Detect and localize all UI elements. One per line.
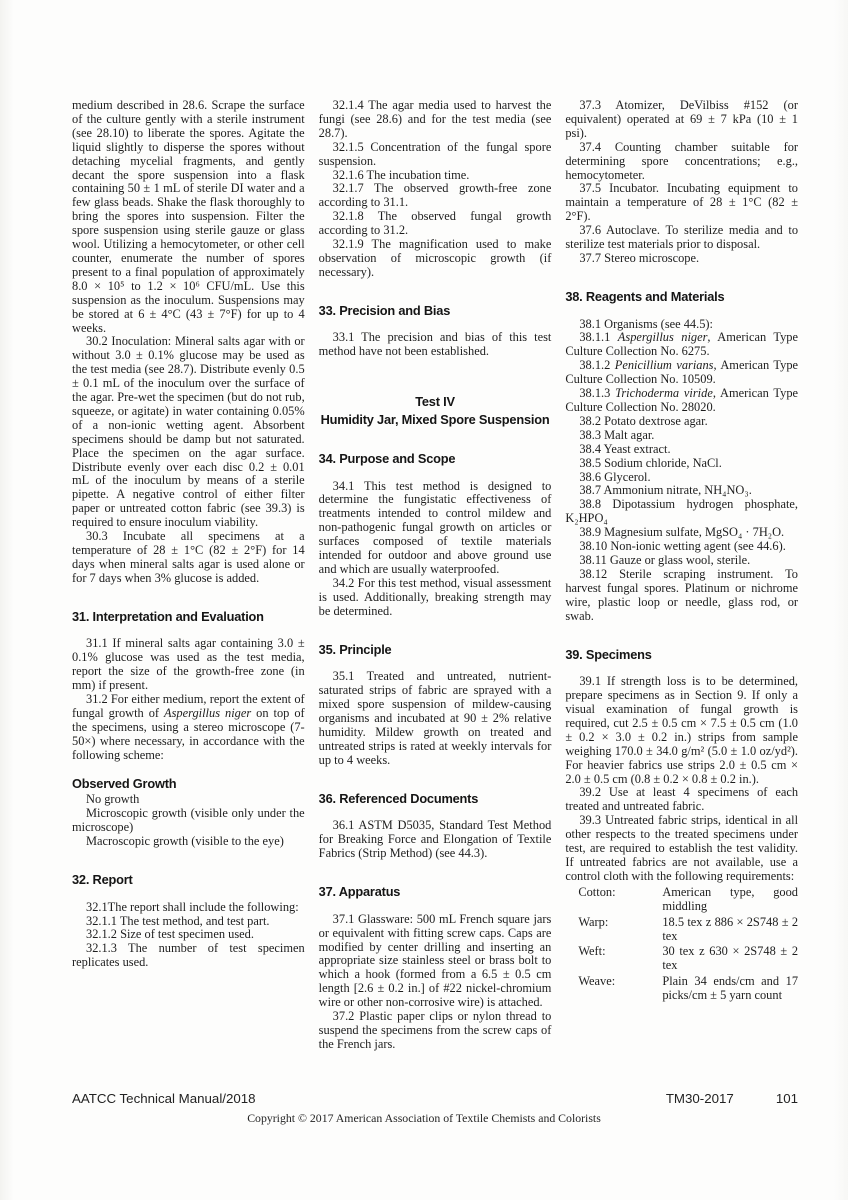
section-heading: 36. Referenced Documents <box>318 790 479 806</box>
paragraph: 37.6 Autoclave. To sterilize media and to sterilize test materials prior to disposal. <box>565 223 799 252</box>
running-footer <box>72 1091 798 1107</box>
paragraph: 32.1.2 Size of test specimen used. <box>86 927 254 942</box>
paragraph: 32.1.1 The test method, and test part. <box>86 913 270 928</box>
paragraph: 32.1.7 The observed growth-free zone according to 31.1. <box>318 181 552 210</box>
section-heading: 37. Apparatus <box>318 884 401 900</box>
paragraph: 37.7 Stereo microscope. <box>579 250 700 265</box>
requirement-row <box>565 916 798 944</box>
footer-doc-id: TM30-2017 <box>665 1091 734 1106</box>
paragraph: 38.3 Malt agar. <box>579 427 655 442</box>
paragraph: 38.2 Potato dextrose agar. <box>579 413 708 428</box>
requirement-term: Weft: <box>578 944 606 959</box>
paragraph: 32.1.4 The agar media used to harvest the fungi (see 28.6) and for the test media (see 28.7). <box>318 98 552 140</box>
paragraph: 38.1.2 Penicillium varians, American Type Culture Collection No. 10509. <box>565 358 799 387</box>
paragraph: 38.4 Yeast extract. <box>579 441 671 456</box>
paragraph: 32.1.6 The incubation time. <box>332 167 470 182</box>
paragraph: 37.5 Incubator. Incubating equipment to maintain a temperature of 28 ± 1°C (82 ± 2°F). <box>565 181 799 224</box>
requirement-row <box>565 975 798 1003</box>
paragraph: 39.1 If strength loss is to be determined, prepare specimens as in Section 9. If only a visual examination of fungal growth is required, cut 2.5 ± 0.5 cm × 7.5 ± 0.5 cm (1.0 ± 0.2 × 3.0 ± 0.2 in.) strips from sample weighing 170.0 ± 34.0 g/m² (5.0 ± 1.0 oz/yd²). For heavier fabrics use strips 2.0 ± 0.5 cm × 2.0 ± 0.5 cm (0.8 ± 0.2 × 0.8 ± 0.2 in.). <box>565 674 799 786</box>
section-heading: 33. Precision and Bias <box>318 302 451 318</box>
section-heading: 39. Specimens <box>565 646 652 662</box>
paragraph: 35.1 Treated and untreated, nutrient-saturated strips of fabric are sprayed with a mixed spore suspension of mildew-causing organisms and incubated at 90 ± 2% relative humidity. Mildew growth on treated and untreated strips is rated at weekly intervals for up to 4 weeks. <box>318 669 552 767</box>
requirement-value: 18.5 tex z 886 × 2S748 ± 2 tex <box>662 914 799 943</box>
section-heading: 32. Report <box>72 871 133 887</box>
paragraph: 37.2 Plastic paper clips or nylon thread to suspend the specimens from the screw caps of the French jars. <box>318 1009 552 1051</box>
paragraph: 33.1 The precision and bias of this test method have not been established. <box>318 330 552 359</box>
paragraph: medium described in 28.6. Scrape the surface of the culture gently with a sterile instrument (see 28.10) to liberate the spores. Agitate the liquid slightly to disperse the spores without detaching mycelial fragments, and gently decant the spore suspension into a flask containing 50 ± 1 mL of sterile DI water and a few glass beads. Shake the flask thoroughly to bring the spores into suspension. Filter the spore suspension using sterile gauze or glass wool. Utilizing a hemocytometer, or other cell counter, enumerate the number of spores present to a final population of approximately 8.0 × 10⁵ to 1.2 × 10⁶ CFU/mL. Use this suspension as the inoculum. Suspensions may be stored at 6 ± 4°C (43 ± 7°F) for up to 4 weeks. <box>72 98 305 335</box>
test-heading-line: Humidity Jar, Mixed Spore Suspension <box>320 411 550 427</box>
footer-page-number: 101 <box>775 1091 798 1106</box>
paragraph: 32.1.8 The observed fungal growth according to 31.2. <box>318 209 552 238</box>
test-heading-line: Test IV <box>415 394 455 410</box>
paragraph: 37.3 Atomizer, DeVilbiss #152 (or equivalent) operated at 69 ± 7 kPa (10 ± 1 psi). <box>565 98 799 140</box>
column-right <box>565 99 798 1052</box>
paragraph: 38.12 Sterile scraping instrument. To harvest fungal spores. Platinum or nichrome wire, plastic loop or needle, glass rod, or swab. <box>565 566 799 623</box>
page-body <box>72 99 798 1052</box>
section-heading: 35. Principle <box>318 641 392 657</box>
column-left <box>72 99 305 1052</box>
paragraph: 34.2 For this test method, visual assessment is used. Additionally, breaking strength may be determined. <box>318 575 552 618</box>
paragraph: 32.1The report shall include the following: <box>86 899 299 914</box>
paragraph: 38.11 Gauze or glass wool, sterile. <box>579 552 751 567</box>
section-heading: 31. Interpretation and Evaluation <box>72 608 264 624</box>
paragraph: 38.8 Dipotassium hydrogen phosphate, K₂HPO₄ <box>565 497 799 526</box>
paragraph: 32.1.3 The number of test specimen replicates used. <box>72 941 305 970</box>
paragraph: No growth <box>86 792 140 807</box>
requirement-value: 30 tex z 630 × 2S748 ± 2 tex <box>662 944 799 973</box>
paragraph: Macroscopic growth (visible to the eye) <box>86 834 284 848</box>
paragraph: 38.1.1 Aspergillus niger, American Type Culture Collection No. 6275. <box>565 330 799 359</box>
paragraph: 37.1 Glassware: 500 mL French square jars or equivalent with fitting screw caps. Caps are modified by center drilling and inserting an appropriate size stainless steel or brass bolt to which a hook (formed from a 6.5 ± 0.5 cm length [2.6 ± 0.2 in.] of #22 nickel-chromium wire or other non-corrosive wire) is attached. <box>318 911 552 1010</box>
copyright-line: Copyright © 2017 American Association of Textile Chemists and Colorists <box>247 1111 601 1125</box>
paragraph: 30.3 Incubate all specimens at a temperature of 28 ± 1°C (82 ± 2°F) for 14 days when mineral salts agar is used alone or for 7 days when 3% glucose is added. <box>72 529 305 585</box>
paragraph: 39.2 Use at least 4 specimens of each treated and untreated fabric. <box>565 785 799 814</box>
requirement-value: American type, good middling <box>662 884 799 913</box>
requirement-value: Plain 34 ends/cm and 17 picks/cm ± 5 yarn count <box>662 974 799 1003</box>
paragraph: 38.7 Ammonium nitrate, NH₄NO₃. <box>579 483 752 498</box>
requirement-row <box>565 945 798 973</box>
paragraph: 39.3 Untreated fabric strips, identical in all other respects to the treated specimens under test, are required to establish the test validity. If untreated fabrics are not available, use a control cloth with the following requirements: <box>565 813 799 883</box>
paragraph: 38.5 Sodium chloride, NaCl. <box>579 455 722 470</box>
paragraph: 38.10 Non-ionic wetting agent (see 44.6). <box>579 539 786 554</box>
column-middle <box>319 99 552 1052</box>
section-heading: 34. Purpose and Scope <box>318 450 456 466</box>
footer-manual-title: AATCC Technical Manual/2018 <box>72 1091 256 1106</box>
paragraph: 38.6 Glycerol. <box>579 469 651 484</box>
requirement-row <box>565 886 798 914</box>
paragraph: 32.1.9 The magnification used to make observation of microscopic growth (if necessary). <box>318 237 552 279</box>
paragraph: 31.2 For either medium, report the extent of fungal growth of Aspergillus niger on top of the specimens, using a stereo microscope (7-50×) where necessary, in accordance with the following scheme: <box>72 692 305 762</box>
paragraph: 30.2 Inoculation: Mineral salts agar with or without 3.0 ± 0.1% glucose may be used as the test media (see 28.7). Distribute evenly 0.5 ± 0.1 mL of the inoculum over the surface of the agar. Pre-wet the specimen (but do not rub, squeeze, or agitate) in water containing 0.05% of a non-ionic wetting agent. Absorbent specimens should be damp but not saturated. Place the specimen on the agar surface. Distribute evenly over each disc 0.2 ± 0.01 mL of the inoculum by means of a sterile pipette. A negative control of either filter paper or untreated cotton fabric (see 39.3) is required to ensure inoculum viability. <box>72 334 305 530</box>
requirement-term: Warp: <box>578 914 609 929</box>
paragraph: 36.1 ASTM D5035, Standard Test Method for Breaking Force and Elongation of Textile Fabrics (Strip Method) (see 44.3). <box>318 818 552 861</box>
paragraph: 38.1.3 Trichoderma viride, American Type Culture Collection No. 28020. <box>565 386 799 415</box>
paragraph: 38.1 Organisms (see 44.5): <box>579 316 713 331</box>
test-heading <box>319 393 552 428</box>
requirement-term: Weave: <box>578 974 616 989</box>
paragraph: Microscopic growth (visible only under the microscope) <box>72 806 305 835</box>
paragraph: 38.9 Magnesium sulfate, MgSO₄ · 7H₂O. <box>579 525 785 540</box>
paragraph: 31.1 If mineral salts agar containing 3.0 ± 0.1% glucose was used as the test media, report the size of the growth-free zone (in mm) if present. <box>72 636 305 693</box>
paragraph: 34.1 This test method is designed to determine the fungistatic effectiveness of treatments intended to control mildew and non-pathogenic fungal growth on articles or surfaces composed of textile materials intended for outdoor and above ground use and which are usually waterproofed. <box>318 478 552 576</box>
paragraph: 37.4 Counting chamber suitable for determining spore concentrations; e.g., hemocytometer. <box>565 139 799 182</box>
subsection-heading: Observed Growth <box>72 775 177 791</box>
paragraph: 32.1.5 Concentration of the fungal spore suspension. <box>318 139 552 168</box>
requirement-term: Cotton: <box>578 884 616 899</box>
section-heading: 38. Reagents and Materials <box>565 288 725 304</box>
